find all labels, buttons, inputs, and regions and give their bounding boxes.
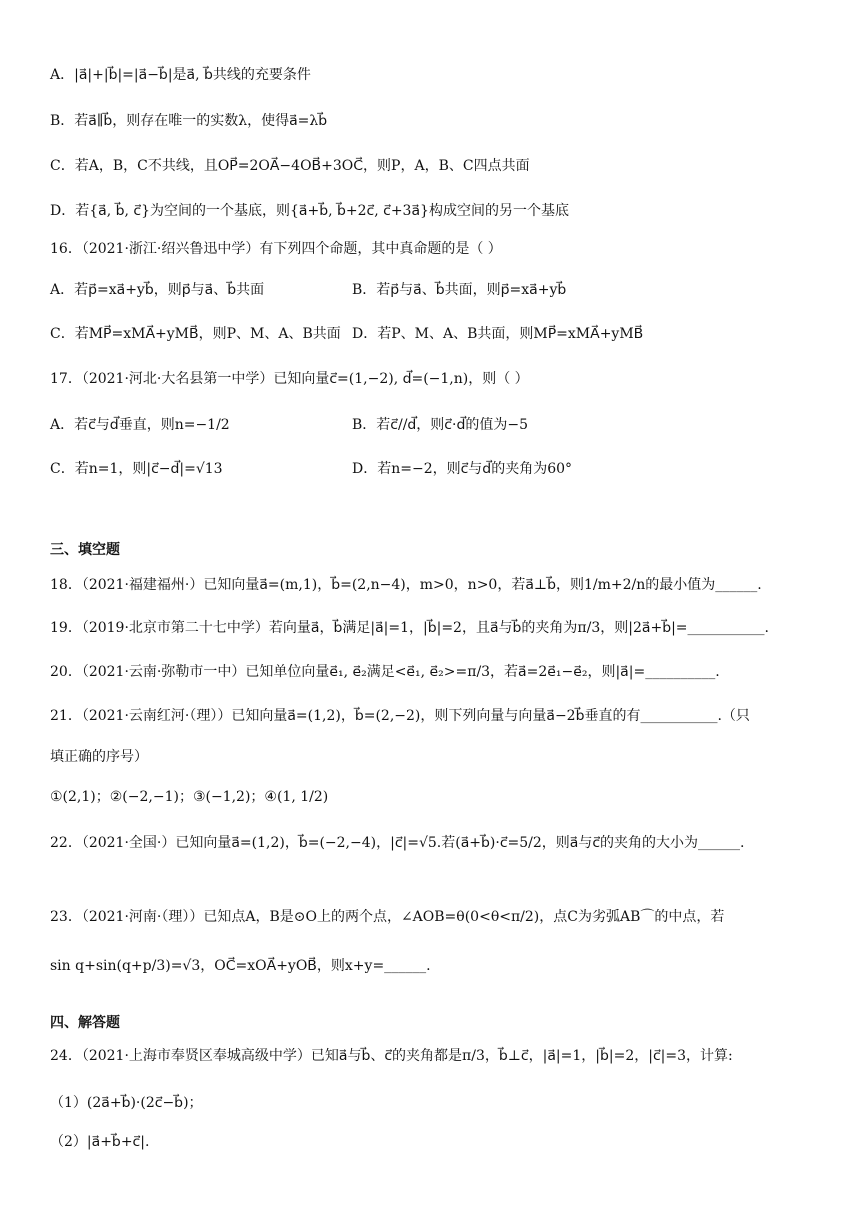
q15-option-c: C．若A，B，C不共线，且OP⃗=2OA⃗−4OB⃗+3OC⃗，则P，A，B、C四点共面: [50, 158, 530, 174]
q17-stem: 17．（2021·河北·大名县第一中学）已知向量c⃗=(1,−2), d⃗=(−1,n)，则（ ）: [50, 371, 529, 387]
q16-option-a: A．若p⃗=xa⃗+yb⃗，则p⃗与a⃗、b⃗共面: [50, 282, 265, 298]
q21-line2: 填正确的序号）: [50, 749, 148, 765]
q15-option-a: A．|a⃗|+|b⃗|=|a⃗−b⃗|是a⃗, b⃗共线的充要条件: [50, 67, 311, 83]
section-heading-answer: 四、解答题: [50, 1015, 120, 1031]
q24-stem: 24．（2021·上海市奉贤区奉城高级中学）已知a⃗与b⃗、c⃗的夹角都是π/3，b⃗⊥c⃗，|a⃗|=1，|b⃗|=2，|c⃗|=3，计算:: [50, 1048, 733, 1064]
q16-stem: 16．（2021·浙江·绍兴鲁迅中学）有下列四个命题，其中真命题的是（ ）: [50, 241, 502, 257]
q15-option-d: D．若{a⃗, b⃗, c⃗}为空间的一个基底，则{a⃗+b⃗, b⃗+2c⃗, c⃗+3a⃗}构成空间的另一个基底: [50, 203, 569, 219]
q17-option-b: B．若c⃗//d⃗，则c⃗·d⃗的值为−5: [352, 417, 528, 433]
q16-option-c: C．若MP⃗=xMA⃗+yMB⃗，则P、M、A、B共面: [50, 326, 341, 342]
q17-option-c: C．若n=1，则|c⃗−d⃗|=√13: [50, 461, 223, 477]
q18: 18．（2021·福建福州·）已知向量a⃗=(m,1)，b⃗=(2,n−4)，m>0，n>0，若a⃗⊥b⃗，则1/m+2/n的最小值为______.: [50, 577, 762, 593]
q23-line2: sin q+sin(q+p/3)=√3，OC⃗=xOA⃗+yOB⃗，则x+y=______.: [50, 958, 431, 974]
q23-line1: 23．（2021·河南·（理））已知点A，B是⊙O上的两个点，∠AOB=θ(0<θ<π/2)，点C为劣弧AB⌒的中点，若: [50, 909, 725, 925]
q19: 19．（2019·北京市第二十七中学）若向量a⃗，b⃗满足|a⃗|=1，|b⃗|=2，且a⃗与b⃗的夹角为π/3，则|2a⃗+b⃗|=___________.: [50, 620, 769, 636]
q20: 20．（2021·云南·弥勒市一中）已知单位向量e⃗₁, e⃗₂满足<e⃗₁, e⃗₂>=π/3，若a⃗=2e⃗₁−e⃗₂，则|a⃗|=__________.: [50, 664, 720, 680]
q15-option-b: B．若a⃗∥b⃗，则存在唯一的实数λ，使得a⃗=λb⃗: [50, 113, 328, 129]
section-heading-fill-in: 三、填空题: [50, 542, 120, 558]
q21-options: ①(2,1)；②(−2,−1)；③(−1,2)；④(1, 1/2): [50, 789, 329, 805]
q17-option-d: D．若n=−2，则c⃗与d⃗的夹角为60°: [352, 461, 573, 477]
q24-part-1: （1）(2a⃗+b⃗)·(2c⃗−b⃗)；: [50, 1095, 203, 1111]
q24-part-2: （2）|a⃗+b⃗+c⃗|.: [50, 1134, 150, 1150]
q21-line1: 21．（2021·云南红河·（理））已知向量a⃗=(1,2)，b⃗=(2,−2)，则下列向量与向量a⃗−2b⃗垂直的有___________.（只: [50, 708, 750, 724]
q16-option-d: D．若P、M、A、B共面，则MP⃗=xMA⃗+yMB⃗: [352, 326, 644, 342]
q16-option-b: B．若p⃗与a⃗、b⃗共面，则p⃗=xa⃗+yb⃗: [352, 282, 567, 298]
q17-option-a: A．若c⃗与d⃗垂直，则n=−1/2: [50, 417, 230, 433]
q22: 22．（2021·全国·）已知向量a⃗=(1,2)，b⃗=(−2,−4)，|c⃗|=√5.若(a⃗+b⃗)·c⃗=5/2，则a⃗与c⃗的夹角的大小为______.: [50, 835, 745, 851]
